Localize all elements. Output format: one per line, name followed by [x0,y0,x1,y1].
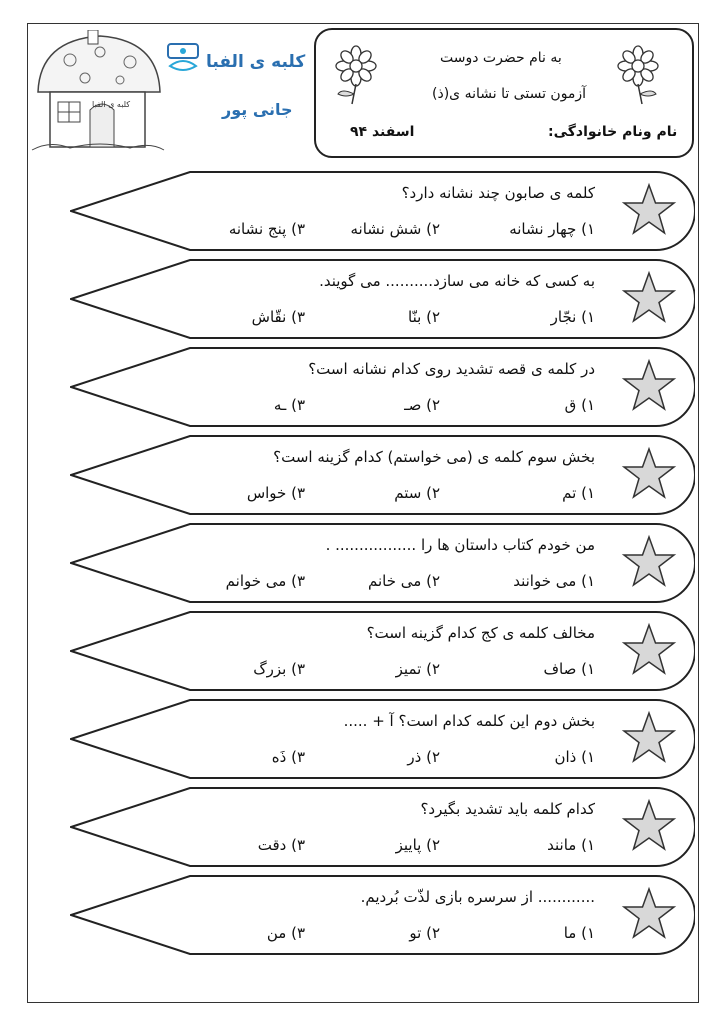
option-3[interactable]: ۳) من [266,924,305,942]
option-2[interactable]: ۲) بنّا [408,308,440,326]
star-icon [621,622,677,678]
option-1[interactable]: ۱) نجّار [550,308,595,326]
option-3[interactable]: ۳) دقت [257,836,305,854]
question-text: به کسی که خانه می سازد.......... می گویند. [319,272,595,290]
pencil-shape [70,346,695,428]
option-3[interactable]: ۳) ذَه [271,748,305,766]
star-icon [621,710,677,766]
option-2[interactable]: ۲) تو [409,924,440,942]
star-icon [621,886,677,942]
brand-title: کلبه ی الفبا [206,52,306,72]
option-1[interactable]: ۱) صاف [543,660,595,678]
question-text: در کلمه ی قصه تشدید روی کدام نشانه است؟ [308,360,595,378]
exam-title: آزمون تستی تا نشانه ی(ذ) [432,86,587,102]
option-3[interactable]: ۳) ـه [273,396,305,414]
question-card [70,170,695,252]
star-icon [621,534,677,590]
pencil-shape [70,434,695,516]
question-card [70,258,695,340]
brand-author: جانی پور [222,100,293,119]
question-text: من خودم کتاب داستان ها را ................. . [325,536,595,554]
exam-date: اسفند ۹۴ [350,124,415,140]
question-card [70,874,695,956]
option-2[interactable]: ۲) شش نشانه [350,220,440,238]
mushroom-house-illustration [30,30,165,152]
option-3[interactable]: ۳) بزرگ [253,660,305,678]
option-3[interactable]: ۳) نقّاش [251,308,305,326]
star-icon [621,182,677,238]
question-card [70,698,695,780]
option-1[interactable]: ۱) ق [564,396,595,414]
question-text: کدام کلمه باید تشدید بگیرد؟ [420,800,595,818]
option-1[interactable]: ۱) مانند [547,836,595,854]
star-icon [621,798,677,854]
brand-logo-icon [166,40,200,76]
option-1[interactable]: ۱) چهار نشانه [509,220,595,238]
pencil-shape [70,258,695,340]
flower-left-icon [332,44,380,106]
option-2[interactable]: ۲) صـ [404,396,440,414]
question-text: کلمه ی صابون چند نشانه دارد؟ [401,184,595,202]
option-1[interactable]: ۱) ما [563,924,595,942]
question-text: ............ از سرسره بازی لذّت بُردیم. [360,888,595,906]
pencil-shape [70,874,695,956]
star-icon [621,270,677,326]
option-1[interactable]: ۱) ذان [554,748,595,766]
pencil-shape [70,170,695,252]
pencil-shape [70,522,695,604]
option-2[interactable]: ۲) پاییز [395,836,440,854]
option-3[interactable]: ۳) می خوانم [225,572,305,590]
option-2[interactable]: ۲) تمیز [395,660,440,678]
question-text: مخالف کلمه ی کج کدام گزینه است؟ [366,624,595,642]
question-text: بخش سوم کلمه ی (می خواستم) کدام گزینه است؟ [273,448,595,466]
question-card [70,522,695,604]
question-card [70,786,695,868]
flower-right-icon [614,44,662,106]
pencil-shape [70,698,695,780]
star-icon [621,446,677,502]
house-sign: کلبه ی الفبا [92,100,131,109]
option-1[interactable]: ۱) تم [562,484,595,502]
basmala: به نام حضرت دوست [440,50,562,66]
question-card [70,434,695,516]
student-name-label: نام ونام خانوادگی: [548,124,678,140]
option-3[interactable]: ۳) خواس [246,484,305,502]
pencil-shape [70,610,695,692]
question-text: بخش دوم این کلمه کدام است؟ آ + ..... [343,712,595,730]
pencil-shape [70,786,695,868]
option-3[interactable]: ۳) پنج نشانه [228,220,305,238]
option-2[interactable]: ۲) ستم [394,484,440,502]
question-card [70,346,695,428]
star-icon [621,358,677,414]
question-card [70,610,695,692]
option-1[interactable]: ۱) می خوانند [513,572,595,590]
option-2[interactable]: ۲) می خانم [368,572,440,590]
option-2[interactable]: ۲) ذر [407,748,440,766]
